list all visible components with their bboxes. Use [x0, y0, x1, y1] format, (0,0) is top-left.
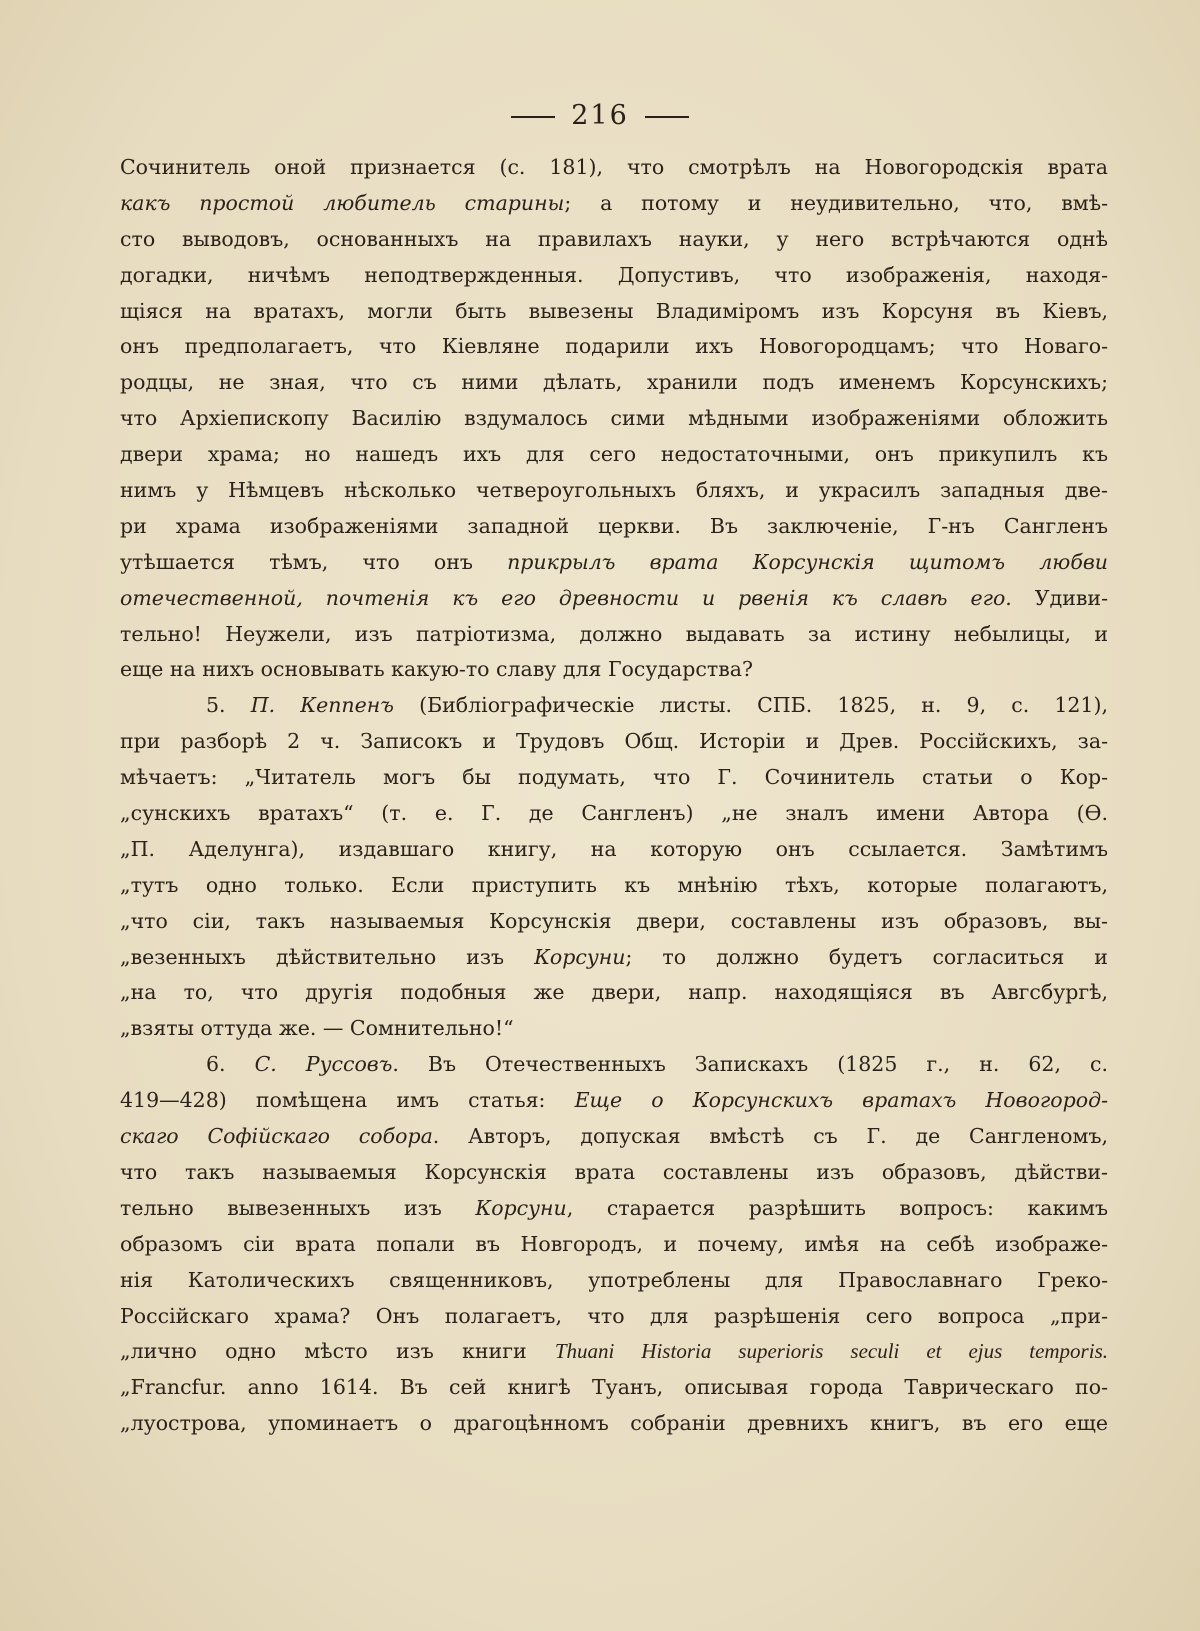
text-line — [120, 509, 1108, 545]
text-run: догадки, ничѣмъ неподтвержденныя. Допустивъ, что изображенія, находя- — [120, 262, 1108, 287]
text-run: мѣчаетъ: „Читатель могъ бы подумать, что Г. Сочинитель статьи о Кор- — [120, 765, 1108, 790]
text-run: „Francfur. anno 1614. Въ сей книгѣ Туанъ, описывая города Таврическаго по- — [120, 1375, 1108, 1400]
text-line — [120, 1227, 1108, 1263]
text-line — [120, 186, 1108, 222]
text-line — [120, 545, 1108, 581]
body-text — [120, 150, 1108, 1442]
text-run: „везенныхъ дѣйствительно изъ — [120, 944, 535, 969]
text-run: „луострова, упоминаетъ о драгоцѣнномъ собраніи древнихъ книгъ, въ его еще — [120, 1411, 1108, 1436]
text-line — [120, 258, 1108, 294]
text-line — [120, 401, 1108, 437]
text-run: тельно вывезенныхъ изъ — [120, 1195, 476, 1220]
text-line — [120, 652, 1108, 688]
page-number: 216 — [571, 100, 629, 131]
header-dash-right — [645, 116, 689, 118]
text-run: ; а потому и неудивительно, что, вмѣ- — [564, 190, 1108, 215]
text-line — [120, 724, 1108, 760]
italic-text: Thuani Historia superioris seculi et ejus temporis. — [554, 1339, 1108, 1364]
text-run: 6. — [206, 1052, 255, 1077]
header-dash-left — [511, 116, 555, 118]
text-line — [120, 473, 1108, 509]
text-run: „сунскихъ вратахъ“ (т. е. Г. де Сангленъ) „не зналъ имени Автора (Ѳ. — [120, 801, 1108, 826]
text-run: при разборѣ 2 ч. Записокъ и Трудовъ Общ. Исторіи и Древ. Россійскихъ, за- — [120, 729, 1108, 754]
italic-text: какъ простой любитель старины — [120, 190, 565, 215]
text-run: двери храма; но нашедъ ихъ для сего недостаточными, онъ прикупилъ къ — [120, 442, 1108, 467]
text-run: 5. — [206, 693, 251, 718]
text-run: онъ предполагаетъ, что Кіевляне подарили ихъ Новогородцамъ; что Новаго- — [120, 334, 1108, 359]
text-run: „взяты оттуда же. — Сомнительно!“ — [120, 1016, 514, 1041]
italic-text: Корсуни — [475, 1195, 567, 1220]
italic-text: Еще о Корсунскихъ вратахъ Новогород- — [574, 1088, 1108, 1113]
page-header — [0, 100, 1200, 131]
text-line — [120, 1370, 1108, 1406]
text-run: „П. Аделунга), издавшаго книгу, на которую онъ ссылается. Замѣтимъ — [120, 836, 1108, 861]
text-run: „что сіи, такъ называемыя Корсунскія двери, составлены изъ образовъ, вы- — [120, 908, 1108, 933]
text-run: нія Католическихъ священниковъ, употреблены для Православнаго Греко- — [120, 1267, 1108, 1292]
text-run: ; то должно будетъ согласиться и — [625, 944, 1108, 969]
text-run: образомъ сіи врата попали въ Новгородъ, и почему, имѣя на себѣ изображе- — [120, 1231, 1108, 1256]
text-run: нимъ у Нѣмцевъ нѣсколько четвероугольныхъ бляхъ, и украсилъ западныя две- — [120, 478, 1108, 503]
text-line — [120, 1263, 1108, 1299]
text-line — [120, 796, 1108, 832]
text-line — [120, 150, 1108, 186]
text-run: ри храма изображеніями западной церкви. Въ заключеніе, Г-нъ Сангленъ — [120, 513, 1108, 538]
text-run: 419—428) помѣщена имъ статья: — [120, 1088, 575, 1113]
text-line — [120, 975, 1108, 1011]
text-line — [120, 294, 1108, 330]
text-line — [120, 1119, 1108, 1155]
text-run: Россійскаго храма? Онъ полагаетъ, что для разрѣшенія сего вопроса „при- — [120, 1303, 1108, 1328]
italic-text: прикрылъ врата Корсунскія щитомъ любви — [507, 549, 1108, 574]
text-line — [120, 832, 1108, 868]
italic-text: отечественной, почтенія къ его древности и рвенія къ славѣ его. — [120, 585, 1012, 610]
text-run: Удиви- — [1011, 585, 1108, 610]
text-line — [120, 365, 1108, 401]
italic-text: П. Кеппенъ — [250, 693, 394, 718]
text-run: щіяся на вратахъ, могли быть вывезены Владиміромъ изъ Корсуня въ Кіевъ, — [120, 298, 1108, 323]
text-run: еще на нихъ основывать какую-то славу для Государства? — [120, 657, 753, 682]
text-line — [120, 1083, 1108, 1119]
italic-text: С. Руссовъ — [254, 1052, 393, 1077]
text-line — [120, 868, 1108, 904]
text-line — [120, 904, 1108, 940]
text-line — [120, 1406, 1108, 1442]
text-line — [120, 329, 1108, 365]
text-run: . Въ Отечественныхъ Запискахъ (1825 г., н. 62, с. — [392, 1052, 1108, 1077]
text-line — [120, 1334, 1108, 1370]
text-run: . Авторъ, допуская вмѣстѣ съ Г. де Сангленомъ, — [432, 1124, 1108, 1149]
text-run: что Архіепископу Василію вздумалось сими мѣдными изображеніями обложить — [120, 406, 1108, 431]
text-line — [120, 1047, 1108, 1083]
text-run: родцы, не зная, что съ ними дѣлать, хранили подъ именемъ Корсунскихъ; — [120, 370, 1108, 395]
text-line — [120, 222, 1108, 258]
italic-text: скаго Софійскаго собора — [120, 1124, 433, 1149]
text-run: „на то, что другія подобныя же двери, напр. находящіяся въ Авгсбургѣ, — [120, 980, 1108, 1005]
text-run: , старается разрѣшить вопросъ: какимъ — [566, 1195, 1108, 1220]
text-line — [120, 688, 1108, 724]
text-run: (Библіографическіе листы. СПБ. 1825, н. 9, с. 121), — [393, 693, 1108, 718]
text-run: „лично одно мѣсто изъ книги — [120, 1339, 555, 1364]
text-line — [120, 760, 1108, 796]
text-run: утѣшается тѣмъ, что онъ — [120, 549, 508, 574]
text-line — [120, 437, 1108, 473]
text-line — [120, 581, 1108, 617]
text-run: сто выводовъ, основанныхъ на правилахъ науки, у него встрѣчаются однѣ — [120, 226, 1108, 251]
text-line — [120, 1011, 1108, 1047]
text-run: Сочинитель оной признается (с. 181), что смотрѣлъ на Новогородскія врата — [120, 155, 1108, 179]
text-line — [120, 1299, 1108, 1335]
text-line — [120, 940, 1108, 976]
italic-text: Корсуни — [534, 944, 626, 969]
text-run: тельно! Неужели, изъ патріотизма, должно выдавать за истину небылицы, и — [120, 621, 1108, 646]
text-line — [120, 1155, 1108, 1191]
text-run: что такъ называемыя Корсунскія врата составлены изъ образовъ, дѣйстви- — [120, 1159, 1108, 1184]
text-line — [120, 617, 1108, 653]
text-run: „тутъ одно только. Если приступить къ мнѣнію тѣхъ, которые полагаютъ, — [120, 872, 1108, 897]
text-line — [120, 1191, 1108, 1227]
